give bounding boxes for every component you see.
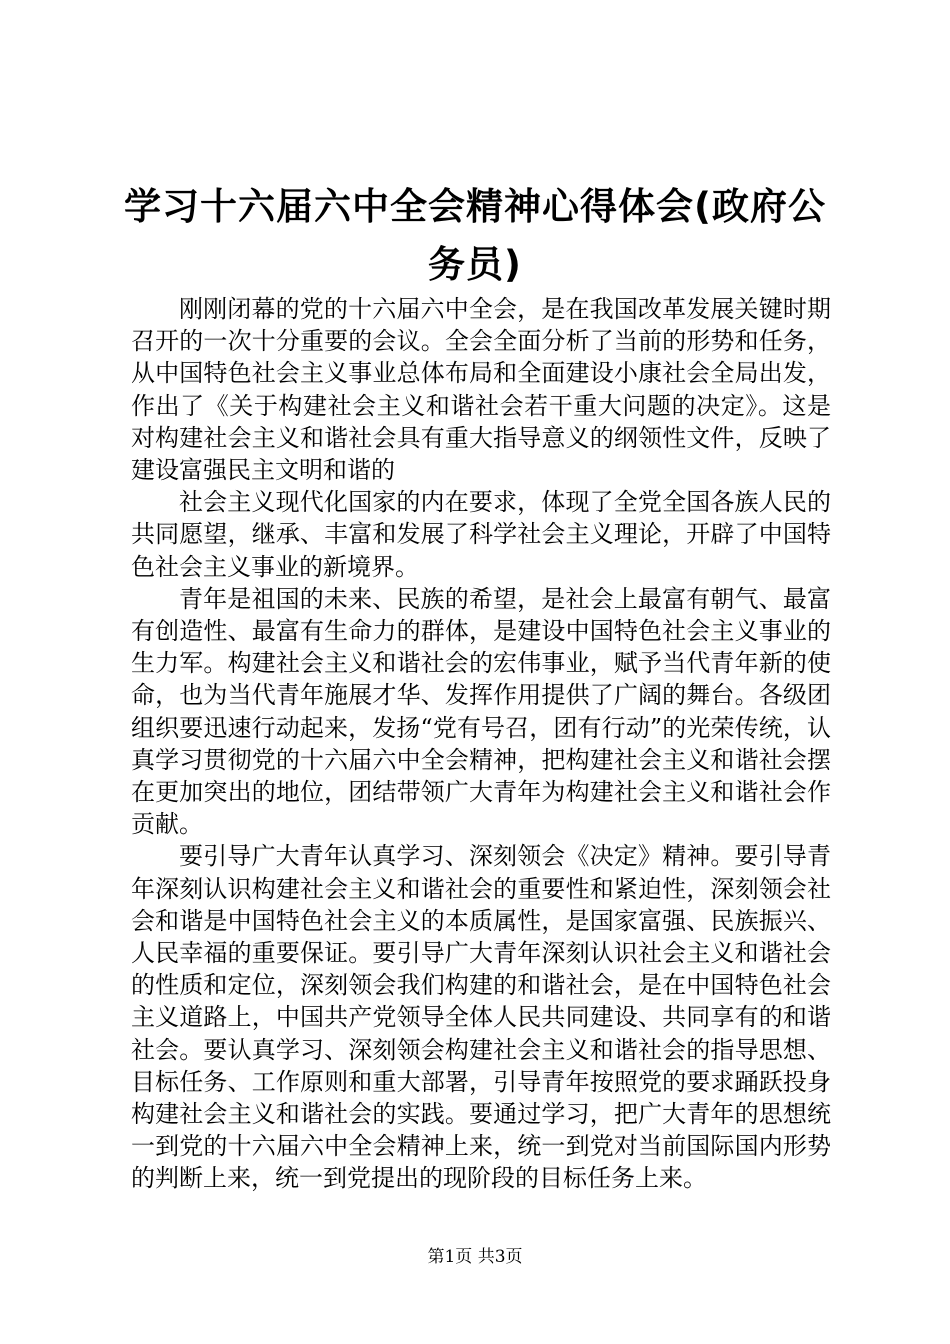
paragraph-4: 要引导广大青年认真学习、深刻领会《决定》精神。要引导青年深刻认识构建社会主义和谐社会的重要性和紧迫性，深刻领会社会和谐是中国特色社会主义的本质属性，是国家富强、民族振兴、人民幸福的重要保证。要引导广大青年深刻认识社会主义和谐社会的性质和定位，深刻领会我们构建的和谐社会，是在中国特色社会主义道路上，中国共产党领导全体人民共同建设、共同享有的和谐社会。要认真学习、深刻领会构建社会主义和谐社会的指导思想、目标任务、工作原则和重大部署，引导青年按照党的要求踊跃投身构建社会主义和谐社会的实践。要通过学习，把广大青年的思想统一到党的十六届六中全会精神上来，统一到党对当前国际国内形势的判断上来，统一到党提出的现阶段的目标任务上来。: [131, 842, 831, 1193]
document-title: 学习十六届六中全会精神心得体会(政府公务员): [124, 185, 826, 286]
paragraph-2: 社会主义现代化国家的内在要求，体现了全党全国各族人民的共同愿望，继承、丰富和发展了科学社会主义理论，开辟了中国特色社会主义事业的新境界。: [131, 488, 831, 581]
document-body: [131, 293, 831, 1195]
paragraph-3: 青年是祖国的未来、民族的希望，是社会上最富有朝气、最富有创造性、最富有生命力的群体，是建设中国特色社会主义事业的生力军。构建社会主义和谐社会的宏伟事业，赋予当代青年新的使命，也为当代青年施展才华、发挥作用提供了广阔的舞台。各级团组织要迅速行动起来，发扬“党有号召，团有行动”的光荣传统，认真学习贯彻党的十六届六中全会精神，把构建社会主义和谐社会摆在更加突出的地位，团结带领广大青年为构建社会主义和谐社会作贡献。: [131, 584, 831, 839]
page-footer: 第1页 共3页: [427, 1247, 523, 1267]
paragraph-1: 刚刚闭幕的党的十六届六中全会，是在我国改革发展关键时期召开的一次十分重要的会议。全会全面分析了当前的形势和任务，从中国特色社会主义事业总体布局和全面建设小康社会全局出发，作出了《关于构建社会主义和谐社会若干重大问题的决定》。这是对构建社会主义和谐社会具有重大指导意义的纲领性文件，反映了建设富强民主文明和谐的: [131, 295, 831, 485]
